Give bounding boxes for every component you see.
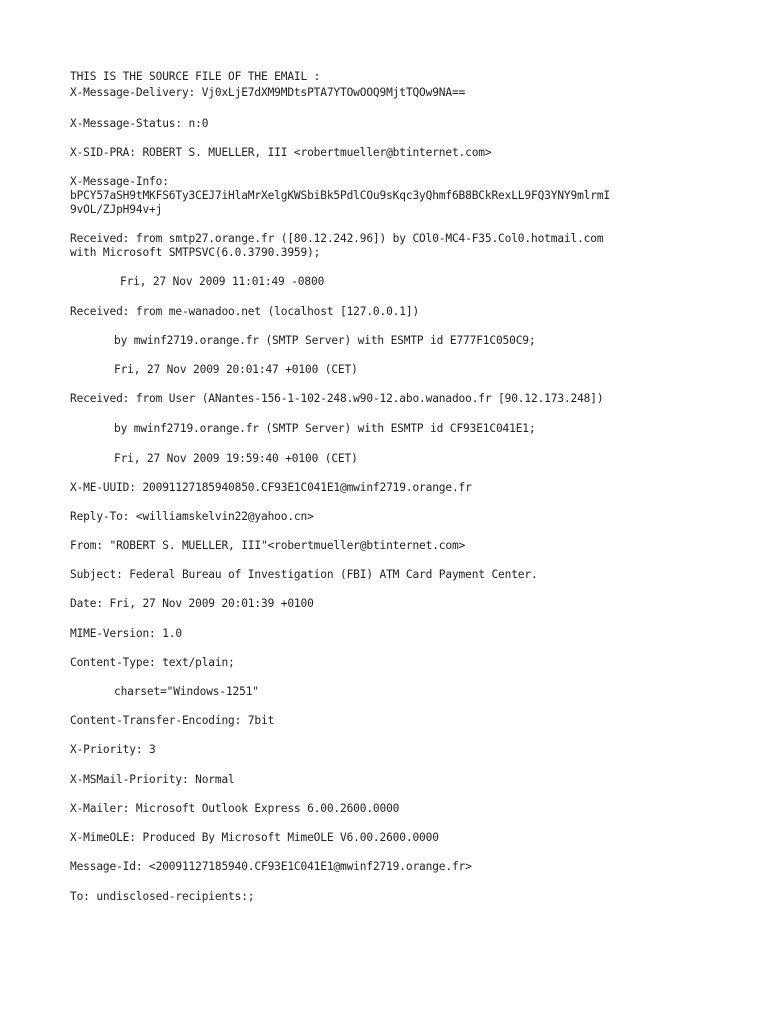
- header-received-3-from: Received: from User (ANantes-156-1-102-248.w90-12.abo.wanadoo.fr [90.12.173.248]): [70, 392, 604, 405]
- header-from: From: "ROBERT S. MUELLER, III"<robertmueller@btinternet.com>: [70, 539, 466, 552]
- header-x-priority: X-Priority: 3: [70, 743, 156, 756]
- header-received-3-date: Fri, 27 Nov 2009 19:59:40 +0100 (CET): [114, 452, 358, 465]
- header-received-1-line2: with Microsoft SMTPSVC(6.0.3790.3959);: [70, 246, 321, 259]
- header-subject: Subject: Federal Bureau of Investigation (FBI) ATM Card Payment Center.: [70, 568, 538, 581]
- header-received-2-date: Fri, 27 Nov 2009 20:01:47 +0100 (CET): [114, 363, 358, 376]
- header-x-mimeole: X-MimeOLE: Produced By Microsoft MimeOLE V6.00.2600.0000: [70, 831, 439, 844]
- header-message-info-value-line1: bPCY57aSH9tMKFS6Ty3CEJ7iHlaMrXelgKWSbiBk5PdlCOu9sKqc3yQhmf6B8BCkRexLL9FQ3YNY9mlrmI: [70, 189, 611, 202]
- header-mime-version: MIME-Version: 1.0: [70, 627, 182, 640]
- header-message-status: X-Message-Status: n:0: [70, 117, 209, 130]
- header-message-info-value-line2: 9vOL/ZJpH94v+j: [70, 203, 163, 216]
- header-message-delivery: X-Message-Delivery: Vj0xLjE7dXM9MDtsPTA7YTOwOOQ9MjtTQOw9NA==: [70, 86, 466, 99]
- header-charset: charset="Windows-1251": [114, 685, 259, 698]
- header-received-1-date: Fri, 27 Nov 2009 11:01:49 -0800: [120, 275, 325, 288]
- header-x-mailer: X-Mailer: Microsoft Outlook Express 6.00.2600.0000: [70, 802, 400, 815]
- header-to: To: undisclosed-recipients:;: [70, 890, 255, 903]
- header-x-msmail-priority: X-MSMail-Priority: Normal: [70, 773, 235, 786]
- header-received-3-by: by mwinf2719.orange.fr (SMTP Server) with ESMTP id CF93E1C041E1;: [114, 422, 536, 435]
- header-message-info-label: X-Message-Info:: [70, 175, 169, 188]
- header-me-uuid: X-ME-UUID: 20091127185940850.CF93E1C041E1@mwinf2719.orange.fr: [70, 481, 472, 494]
- header-received-1-line1: Received: from smtp27.orange.fr ([80.12.242.96]) by COl0-MC4-F35.Col0.hotmail.com: [70, 232, 604, 245]
- header-received-2-from: Received: from me-wanadoo.net (localhost [127.0.0.1]): [70, 305, 420, 318]
- header-content-transfer-encoding: Content-Transfer-Encoding: 7bit: [70, 714, 275, 727]
- header-content-type: Content-Type: text/plain;: [70, 656, 235, 669]
- header-reply-to: Reply-To: <williamskelvin22@yahoo.cn>: [70, 510, 314, 523]
- header-received-2-by: by mwinf2719.orange.fr (SMTP Server) with ESMTP id E777F1C050C9;: [114, 334, 536, 347]
- header-message-id: Message-Id: <20091127185940.CF93E1C041E1@mwinf2719.orange.fr>: [70, 860, 472, 873]
- intro-heading: THIS IS THE SOURCE FILE OF THE EMAIL :: [70, 70, 321, 83]
- header-date: Date: Fri, 27 Nov 2009 20:01:39 +0100: [70, 597, 314, 610]
- header-sid-pra: X-SID-PRA: ROBERT S. MUELLER, III <robertmueller@btinternet.com>: [70, 146, 492, 159]
